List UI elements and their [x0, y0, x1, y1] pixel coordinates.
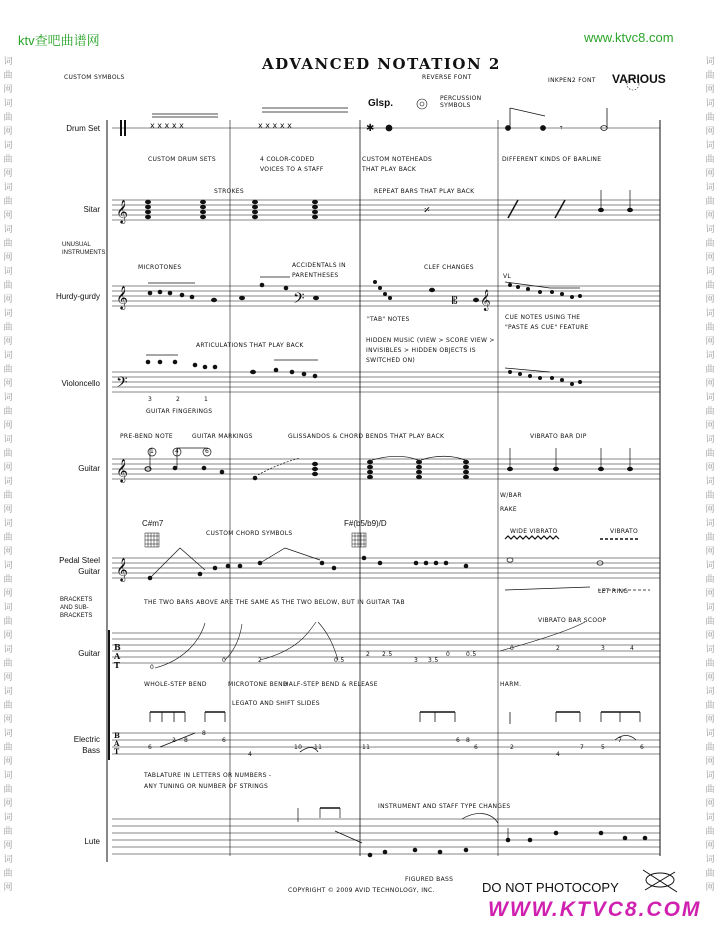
accidentals-line-2: PARENTHESES [292, 272, 339, 279]
side-glyph: 网 [3, 421, 13, 431]
bass-tab-num: 7 [580, 744, 585, 751]
side-glyph: 网 [705, 295, 715, 305]
side-glyph: 词 [3, 477, 13, 487]
custom-drum-sets-label: CUSTOM DRUM SETS [148, 156, 216, 163]
side-glyph: 曲 [3, 701, 13, 711]
instrument-guitar-tab: Guitar [78, 649, 100, 658]
side-glyph: 曲 [705, 197, 715, 207]
svg-text:B: B [114, 642, 121, 652]
side-glyph: 词 [3, 99, 13, 109]
side-glyph: 词 [3, 813, 13, 823]
side-glyph: 网 [3, 757, 13, 767]
side-glyph: 网 [705, 253, 715, 263]
side-glyph: 曲 [3, 365, 13, 375]
instrument-lute: Lute [84, 837, 100, 846]
microtones-label: MICROTONES [138, 264, 182, 271]
watermark-bottom-url: WWW.KTVC8.COM [488, 898, 702, 921]
side-glyph: 网 [705, 589, 715, 599]
accidentals-label [292, 262, 346, 279]
chord-symbol-1: C#m7 [142, 519, 164, 528]
legato-label: LEGATO AND SHIFT SLIDES [232, 700, 320, 707]
side-glyph: 曲 [705, 743, 715, 753]
bass-tab-num: 8 [202, 730, 207, 737]
svg-text:𝄞: 𝄞 [116, 199, 128, 223]
side-glyph: 词 [3, 267, 13, 277]
tab-num: 3.5 [428, 657, 439, 664]
svg-text:T: T [114, 660, 120, 670]
unusual-instruments-label: UNUSUAL INSTRUMENTS [62, 242, 106, 256]
vibrato-bar-scoop-label: VIBRATO BAR SCOOP [538, 617, 607, 624]
guitar-fingerings-label: GUITAR FINGERINGS [146, 408, 213, 415]
side-watermark-left [2, 55, 14, 895]
pre-bend-note-label: PRE-BEND NOTE [120, 433, 174, 440]
side-glyph: 曲 [705, 155, 715, 165]
svg-text:𝄎: 𝄎 [424, 203, 430, 217]
side-glyph: 曲 [705, 491, 715, 501]
tab-num: 0 [510, 645, 515, 652]
fingering-1: 3 [148, 396, 153, 403]
bass-tab-num: 4 [556, 751, 561, 758]
side-glyph: 词 [705, 267, 715, 277]
side-glyph: 网 [705, 505, 715, 515]
side-glyph: 网 [705, 127, 715, 137]
side-glyph: 曲 [705, 113, 715, 123]
side-glyph: 网 [705, 841, 715, 851]
side-glyph: 曲 [705, 533, 715, 543]
side-glyph: 词 [3, 519, 13, 529]
side-glyph: 曲 [3, 323, 13, 333]
side-glyph: 网 [705, 169, 715, 179]
side-glyph: 词 [705, 183, 715, 193]
side-glyph: 网 [3, 715, 13, 725]
tab-num: 0.5 [334, 657, 345, 664]
side-glyph: 曲 [705, 239, 715, 249]
rake-label: RAKE [500, 506, 517, 513]
tab-num: 4 [630, 645, 635, 652]
side-glyph: 词 [705, 435, 715, 445]
color-coded-line-2: VOICES TO A STAFF [260, 166, 324, 173]
side-glyph: 词 [3, 225, 13, 235]
glissandos-label: GLISSANDOS & CHORD BENDS THAT PLAY BACK [288, 433, 445, 440]
side-glyph: 词 [705, 57, 715, 67]
side-glyph: 网 [3, 85, 13, 95]
bass-tab-num: 7 [618, 737, 623, 744]
side-glyph: 词 [705, 645, 715, 655]
side-glyph: 词 [705, 477, 715, 487]
half-step-bend-label: HALF-STEP BEND & RELEASE [284, 681, 378, 688]
two-bars-note: THE TWO BARS ABOVE ARE THE SAME AS THE TWO BELOW, BUT IN GUITAR TAB [144, 599, 405, 606]
tab-num: 3 [601, 645, 606, 652]
side-glyph: 曲 [705, 617, 715, 627]
svg-text:𝄡: 𝄡 [452, 296, 458, 307]
side-glyph: 网 [3, 169, 13, 179]
side-glyph: 曲 [3, 785, 13, 795]
tab-num: 0 [222, 657, 227, 664]
side-glyph: 网 [3, 799, 13, 809]
percussion-symbols-label: PERCUSSION SYMBOLS [440, 95, 482, 109]
custom-noteheads-line-1: CUSTOM NOTEHEADS [362, 156, 433, 163]
clef-changes-label: CLEF CHANGES [424, 264, 474, 271]
finger-circle-4: 4 [175, 448, 180, 455]
side-glyph: 词 [3, 561, 13, 571]
side-glyph: 曲 [3, 659, 13, 669]
electric-bass-line-2: Bass [82, 746, 100, 755]
harm-label: HARM. [500, 681, 522, 688]
watermark-top-right: www.ktvc8.com [584, 30, 674, 45]
side-glyph: 曲 [3, 533, 13, 543]
side-glyph: 网 [705, 673, 715, 683]
hidden-music-line-2: INVISIBLES > HIDDEN OBJECTS IS [366, 347, 476, 354]
tab-notes-label: "TAB" NOTES [367, 316, 410, 323]
side-glyph: 词 [3, 393, 13, 403]
svg-text:𝄞: 𝄞 [116, 458, 128, 482]
side-glyph: 词 [3, 771, 13, 781]
side-glyph: 网 [705, 211, 715, 221]
glsp-label: Glsp. [368, 98, 394, 109]
side-glyph: 网 [3, 673, 13, 683]
instrument-guitar: Guitar [78, 464, 100, 473]
side-glyph: 词 [705, 729, 715, 739]
side-glyph: 网 [3, 463, 13, 473]
finger-circle-1: 1 [150, 448, 155, 455]
side-glyph: 曲 [3, 449, 13, 459]
bass-tab-num: 2 [510, 744, 515, 751]
finger-circle-6: 6 [205, 448, 210, 455]
do-not-photocopy: DO NOT PHOTOCOPY [482, 880, 619, 895]
cue-notes-line-1: CUE NOTES USING THE [505, 314, 581, 321]
brackets-label: BRACKETS AND SUB-BRACKETS [60, 597, 93, 619]
side-glyph: 曲 [705, 827, 715, 837]
side-glyph: 网 [705, 337, 715, 347]
bass-tab-num: 8 [466, 737, 471, 744]
side-glyph: 曲 [3, 71, 13, 81]
bass-tab-num: 6 [456, 737, 461, 744]
let-ring-label: LET RING [598, 588, 629, 595]
custom-noteheads-label [362, 156, 432, 173]
bass-tab-num: 6 [222, 737, 227, 744]
vibrato-label: VIBRATO [610, 528, 639, 535]
side-glyph: 曲 [3, 197, 13, 207]
side-glyph: 词 [3, 309, 13, 319]
copyright: COPYRIGHT © 2009 AVID TECHNOLOGY, INC. [288, 887, 435, 894]
side-glyph: 网 [705, 421, 715, 431]
side-glyph: 曲 [705, 785, 715, 795]
instrument-electric-bass [40, 734, 100, 756]
svg-text:𝄢: 𝄢 [293, 290, 305, 311]
custom-chord-symbols-label: CUSTOM CHORD SYMBOLS [206, 530, 293, 537]
instrument-hurdy-gurdy: Hurdy-gurdy [55, 292, 100, 301]
side-glyph: 网 [3, 841, 13, 851]
side-glyph: 网 [3, 631, 13, 641]
bass-tab-num: 11 [362, 744, 371, 751]
svg-text:𝄢: 𝄢 [116, 374, 128, 395]
bass-tab-num: 6 [474, 744, 479, 751]
side-glyph: 网 [3, 211, 13, 221]
side-glyph: 网 [3, 547, 13, 557]
side-glyph: 曲 [3, 113, 13, 123]
tab-num: 0 [446, 651, 451, 658]
side-glyph: 网 [3, 295, 13, 305]
side-glyph: 网 [3, 253, 13, 263]
svg-text:𝄾: 𝄾 [560, 123, 563, 134]
side-glyph: 网 [3, 337, 13, 347]
side-glyph: 曲 [705, 407, 715, 417]
side-glyph: 网 [705, 799, 715, 809]
side-glyph: 网 [705, 547, 715, 557]
side-glyph: 曲 [705, 869, 715, 879]
side-glyph: 词 [3, 183, 13, 193]
vl-label: VL [503, 273, 512, 280]
bass-tab-num: 8 [184, 737, 189, 744]
instrument-drum-set: Drum Set [66, 124, 100, 133]
side-glyph: 词 [705, 225, 715, 235]
bass-tab-num: 2 [172, 737, 177, 744]
cue-notes-label [505, 314, 589, 331]
side-glyph: 词 [3, 603, 13, 613]
side-glyph: 词 [705, 813, 715, 823]
bass-tab-num: 11 [314, 744, 323, 751]
side-glyph: 曲 [3, 281, 13, 291]
bass-tab-num: 5 [601, 744, 606, 751]
bass-tab-num: 10 [294, 744, 303, 751]
side-glyph: 曲 [705, 365, 715, 375]
color-coded-line-1: 4 COLOR-CODED [260, 156, 315, 163]
side-glyph: 网 [3, 379, 13, 389]
side-glyph: 网 [3, 505, 13, 515]
side-glyph: 曲 [3, 491, 13, 501]
side-glyph: 网 [705, 379, 715, 389]
side-glyph: 曲 [705, 71, 715, 81]
side-glyph: 曲 [3, 239, 13, 249]
custom-symbols-note: CUSTOM SYMBOLS [64, 74, 125, 81]
side-glyph: 词 [3, 435, 13, 445]
tab-num: 2.5 [382, 651, 393, 658]
side-glyph: 词 [705, 519, 715, 529]
hidden-music-label [366, 337, 495, 364]
side-glyph: 曲 [3, 575, 13, 585]
strokes-label: STROKES [214, 188, 244, 195]
side-glyph: 词 [3, 57, 13, 67]
svg-text:𝄞: 𝄞 [116, 557, 128, 581]
color-coded-label [260, 156, 324, 173]
side-glyph: 曲 [705, 449, 715, 459]
side-watermark-right [704, 55, 716, 895]
guitar-markings-label: GUITAR MARKINGS [192, 433, 253, 440]
side-glyph: 曲 [3, 617, 13, 627]
hidden-music-line-1: HIDDEN MUSIC (VIEW > SCORE VIEW > [366, 337, 495, 344]
side-glyph: 网 [705, 757, 715, 767]
various-label: VARIOUS [612, 72, 666, 86]
svg-text:x x x x x: x x x x x [150, 121, 184, 130]
bass-tab-num: 6 [148, 744, 153, 751]
tab-num: 0.5 [466, 651, 477, 658]
side-glyph: 词 [705, 771, 715, 781]
chord-symbol-2: F#(b5/b9)/D [344, 519, 387, 528]
tablature-label [144, 772, 271, 790]
page-title: ADVANCED NOTATION 2 [262, 55, 501, 73]
tab-num: 2 [556, 645, 561, 652]
side-glyph: 曲 [3, 743, 13, 753]
pedal-steel-line-1: Pedal Steel [59, 556, 100, 565]
side-glyph: 词 [705, 603, 715, 613]
fingering-2: 2 [176, 396, 181, 403]
instrument-pedal-steel [30, 555, 100, 577]
svg-text:T: T [114, 747, 120, 756]
side-glyph: 词 [705, 393, 715, 403]
accidentals-line-1: ACCIDENTALS IN [292, 262, 346, 269]
side-glyph: 曲 [705, 701, 715, 711]
w-bar-label: W/BAR [500, 492, 522, 499]
svg-text:A: A [114, 739, 120, 748]
tab-num: 3 [414, 657, 419, 664]
side-glyph: 词 [705, 687, 715, 697]
side-glyph: 网 [705, 85, 715, 95]
side-glyph: 曲 [3, 827, 13, 837]
side-glyph: 曲 [705, 323, 715, 333]
svg-text:𝄞: 𝄞 [480, 290, 491, 311]
side-glyph: 词 [705, 855, 715, 865]
cue-notes-line-2: "PASTE AS CUE" FEATURE [505, 324, 589, 331]
side-glyph: 词 [3, 645, 13, 655]
repeat-bars-label: REPEAT BARS THAT PLAY BACK [374, 188, 475, 195]
tablature-line-2: ANY TUNING OR NUMBER OF STRINGS [144, 783, 269, 790]
side-glyph: 词 [3, 729, 13, 739]
side-glyph: 词 [3, 351, 13, 361]
electric-bass-line-1: Electric [73, 735, 100, 744]
whole-step-bend-label: WHOLE-STEP BEND [144, 681, 207, 688]
side-glyph: 词 [705, 561, 715, 571]
reverse-font-label: REVERSE FONT [422, 74, 472, 81]
side-glyph: 词 [705, 351, 715, 361]
svg-text:A: A [114, 651, 121, 661]
tab-num: 0 [150, 664, 155, 671]
side-glyph: 词 [705, 309, 715, 319]
vibrato-bar-dip-label: VIBRATO BAR DIP [530, 433, 587, 440]
instrument-sitar: Sitar [83, 205, 100, 214]
side-glyph: 曲 [705, 659, 715, 669]
side-glyph: 词 [3, 687, 13, 697]
side-glyph: 网 [705, 715, 715, 725]
side-glyph: 曲 [705, 281, 715, 291]
figured-bass-label: FIGURED BASS [405, 876, 454, 883]
side-glyph: 曲 [3, 407, 13, 417]
side-glyph: 词 [705, 141, 715, 151]
side-glyph: 网 [705, 631, 715, 641]
wide-vibrato-label: WIDE VIBRATO [510, 528, 558, 535]
side-glyph: 网 [705, 883, 715, 893]
articulations-label: ARTICULATIONS THAT PLAY BACK [196, 342, 304, 349]
bass-tab-num: 6 [640, 744, 645, 751]
bass-tab-num: 4 [248, 751, 253, 758]
svg-text:𝄞: 𝄞 [116, 285, 128, 309]
side-glyph: 网 [3, 883, 13, 893]
microtone-bend-label: MICROTONE BEND [228, 681, 288, 688]
fingering-3: 1 [204, 396, 209, 403]
instrument-change-label: INSTRUMENT AND STAFF TYPE CHANGES [378, 803, 511, 810]
side-glyph: 曲 [705, 575, 715, 585]
side-glyph: 网 [3, 127, 13, 137]
side-glyph: 词 [3, 141, 13, 151]
svg-text:✱: ✱ [366, 123, 375, 134]
tab-num: 2 [258, 657, 263, 664]
side-glyph: 词 [3, 855, 13, 865]
side-glyph: 网 [3, 589, 13, 599]
tab-num: 2 [366, 651, 371, 658]
inkpen-font-label: INKPEN2 FONT [548, 77, 596, 84]
instrument-violoncello: Violoncello [61, 379, 100, 388]
custom-noteheads-line-2: THAT PLAY BACK [362, 166, 417, 173]
side-glyph: 网 [705, 463, 715, 473]
side-glyph: 曲 [3, 155, 13, 165]
pedal-steel-line-2: Guitar [78, 567, 100, 576]
watermark-top-left: ktv查吧曲谱网 [18, 33, 100, 48]
tablature-line-1: TABLATURE IN LETTERS OR NUMBERS - [144, 772, 272, 779]
barline-kinds-label: DIFFERENT KINDS OF BARLINE [502, 156, 602, 163]
side-glyph: 词 [705, 99, 715, 109]
svg-text:x x x x x: x x x x x [258, 121, 292, 130]
svg-text:B: B [114, 731, 120, 740]
hidden-music-line-3: SWITCHED ON) [366, 357, 415, 364]
side-glyph: 曲 [3, 869, 13, 879]
